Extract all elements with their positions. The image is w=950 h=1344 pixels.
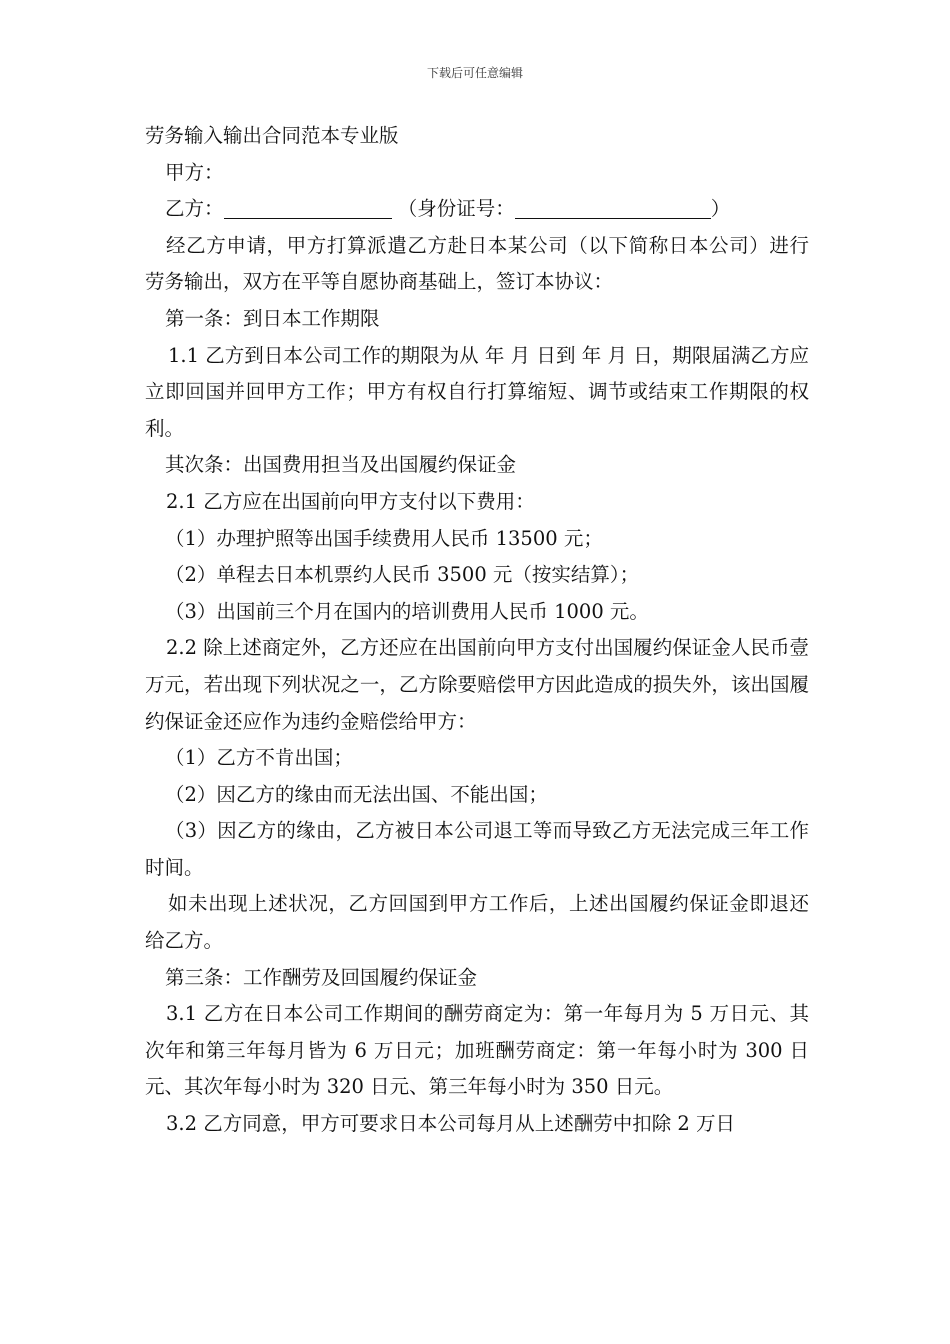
page-header-note: 下载后可任意编辑: [426, 66, 523, 80]
article-2-2-item-2: （2）因乙方的缘由而无法出国、不能出国；: [165, 782, 548, 806]
intro-paragraph: 经乙方申请，甲方打算派遣乙方赴日本某公司（以下简称日本公司）进行劳务输出，双方在平等自愿协商基础上，签订本协议：: [145, 233, 809, 294]
party-b-id-blank: [515, 196, 711, 219]
article-2-2: 2.2 除上述商定外，乙方还应在出国前向甲方支付出国履约保证金人民币壹万元，若出现下列状况之一，乙方除要赔偿甲方因此造成的损失外，该出国履约保证金还应作为违约金赔偿给甲方：: [145, 636, 809, 733]
party-b-line: [145, 191, 809, 228]
article-2-2-note: 如未出现上述状况，乙方回国到甲方工作后，上述出国履约保证金即退还给乙方。: [145, 892, 809, 953]
article-1-title: 第一条：到日本工作期限: [165, 306, 380, 330]
article-3-1: 3.1 乙方在日本公司工作期间的酬劳商定为：第一年每月为 5 万日元、其次年和第三年每月皆为 6 万日元；加班酬劳商定：第一年每小时为 300 日元、其次年每小时为 320 日元、第三年每小时为 350 日元。: [145, 1002, 809, 1099]
party-b-id-close: ）: [710, 197, 731, 221]
party-b-id-label: （身份证号：: [397, 197, 515, 221]
article-2-1-item-1: （1）办理护照等出国手续费用人民币 13500 元；: [165, 526, 603, 550]
party-a-line: 甲方：: [165, 160, 224, 184]
document-body: [145, 118, 809, 1143]
article-3-2: 3.2 乙方同意，甲方可要求日本公司每月从上述酬劳中扣除 2 万日: [166, 1112, 736, 1136]
article-2-1-item-2: （2）单程去日本机票约人民币 3500 元（按实结算）；: [165, 563, 640, 587]
document-title: 劳务输入输出合同范本专业版: [145, 124, 399, 147]
article-2-2-item-1: （1）乙方不肯出国；: [165, 746, 353, 770]
article-2-1: 2.1 乙方应在出国前向甲方支付以下费用：: [166, 489, 535, 513]
article-2-1-item-3: （3）出国前三个月在国内的培训费用人民币 1000 元。: [165, 599, 649, 623]
article-1-1: 1.1 乙方到日本公司工作的期限为从 年 月 日到 年 月 日，期限届满乙方应立即回国并回甲方工作；甲方有权自行打算缩短、调节或结束工作期限的权利。: [145, 343, 809, 440]
party-b-name-blank: [224, 196, 392, 219]
party-b-label: 乙方：: [165, 197, 224, 221]
article-2-2-item-3: （3）因乙方的缘由，乙方被日本公司退工等而导致乙方无法完成三年工作时间。: [145, 819, 809, 879]
article-2-title: 其次条：出国费用担当及出国履约保证金: [165, 453, 517, 477]
article-3-title: 第三条：工作酬劳及回国履约保证金: [165, 965, 478, 989]
